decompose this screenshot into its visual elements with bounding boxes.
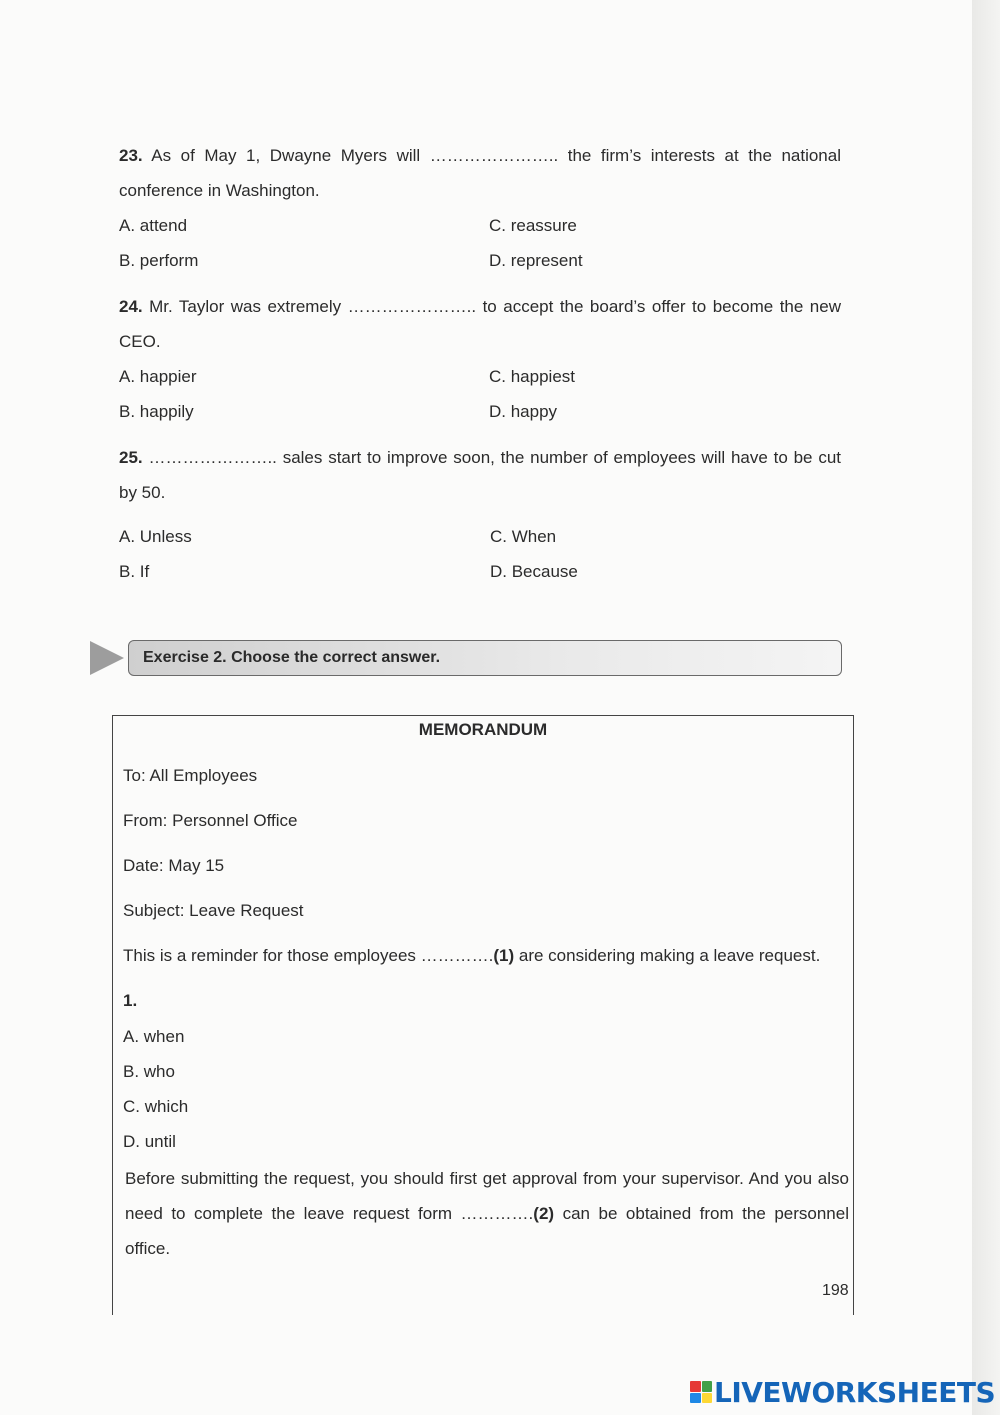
memo-question-1-option-d[interactable]: D. until: [123, 1132, 176, 1151]
memo-heading: MEMORANDUM: [418, 720, 548, 739]
memo-to: To: All Employees: [123, 766, 258, 785]
blank-number: (2): [533, 1204, 555, 1223]
paragraph-text: can be obtained from the personnel office.: [125, 1204, 849, 1258]
page-bottom-mask: [119, 1283, 853, 1323]
question-25-option-d[interactable]: D. Because: [490, 562, 578, 581]
question-24-option-d[interactable]: D. happy: [489, 402, 558, 421]
question-24-text: [119, 289, 841, 359]
memo-question-1-option-a[interactable]: A. when: [123, 1027, 185, 1046]
question-24-option-b[interactable]: B. happily: [119, 402, 194, 421]
liveworksheets-logo: [690, 1377, 995, 1407]
question-23-option-a[interactable]: A. attend: [119, 216, 188, 235]
question-number: 24.: [119, 297, 143, 316]
memo-paragraph-1: [123, 945, 820, 967]
question-25-option-c[interactable]: C. When: [490, 527, 557, 546]
question-number: 23.: [119, 146, 143, 165]
question-23-option-d[interactable]: D. represent: [489, 251, 583, 270]
grid-cell: [690, 1393, 701, 1404]
exercise-title: Exercise 2. Choose the correct answer.: [143, 649, 441, 666]
question-number: 25.: [119, 448, 143, 467]
question-24-option-c[interactable]: C. happiest: [489, 367, 575, 386]
question-stem: Mr. Taylor was extremely ………………….. to accept the board’s offer to become the new CEO.: [119, 297, 841, 351]
question-24-option-a[interactable]: A. happier: [119, 367, 197, 386]
memorandum-box: [112, 715, 854, 1315]
question-23-option-c[interactable]: C. reassure: [489, 216, 577, 235]
memo-question-1-number: 1.: [123, 991, 138, 1010]
liveworksheets-logo-text: LIVEWORKSHEETS: [714, 1375, 996, 1409]
paragraph-text: are considering making a leave request.: [514, 946, 821, 965]
paragraph-text: Before submitting the request, you should first get approval from your supervisor. And you also need to complete the leave request form ………….: [125, 1169, 849, 1223]
grid-cell: [690, 1381, 701, 1392]
memo-question-1-option-c[interactable]: C. which: [123, 1097, 189, 1116]
liveworksheets-grid-icon: [690, 1381, 712, 1403]
question-23-text: [119, 138, 841, 208]
grid-cell: [702, 1393, 713, 1404]
paragraph-text: This is a reminder for those employees ………….: [123, 946, 494, 965]
grid-cell: [702, 1381, 713, 1392]
play-arrow-icon: [90, 641, 124, 675]
memo-question-1-option-b[interactable]: B. who: [123, 1062, 175, 1081]
question-25-option-b[interactable]: B. If: [119, 562, 150, 581]
memo-date: Date: May 15: [123, 856, 225, 875]
question-25-text: [119, 440, 841, 510]
exercise-header: [128, 640, 842, 676]
page-edge-shadow: [972, 0, 1000, 1415]
page-number: 198: [822, 1282, 849, 1299]
question-stem: As of May 1, Dwayne Myers will ………………….. the firm’s interests at the national conference in Washington.: [119, 146, 841, 200]
question-stem: ………………….. sales start to improve soon, the number of employees will have to be cut by 50.: [119, 448, 841, 502]
memo-from: From: Personnel Office: [123, 811, 298, 830]
question-25-option-a[interactable]: A. Unless: [119, 527, 192, 546]
question-23-option-b[interactable]: B. perform: [119, 251, 199, 270]
blank-number: (1): [493, 946, 515, 965]
memo-subject: Subject: Leave Request: [123, 901, 304, 920]
memo-paragraph-2: [125, 1161, 849, 1266]
